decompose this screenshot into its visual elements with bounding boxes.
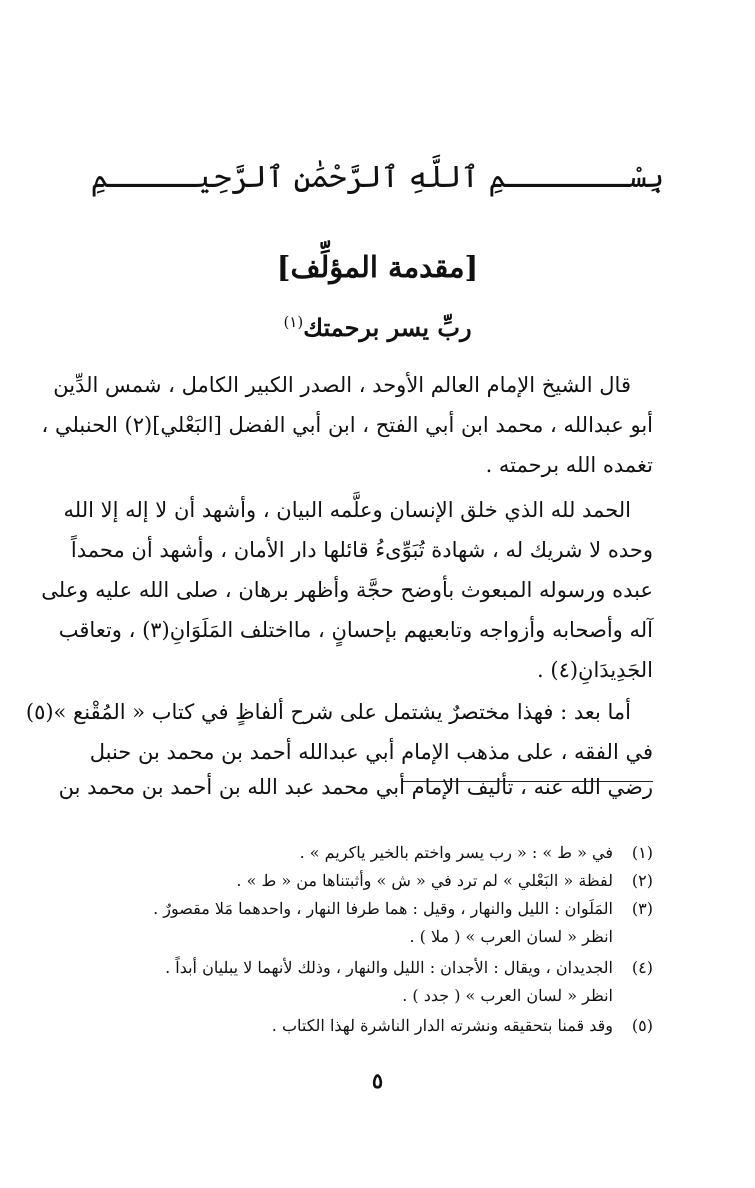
body-line: قال الشيخ الإمام العالم الأوحد ، الصدر الكبير الكامل ، شمس الدِّين — [53, 373, 631, 397]
footnote-text: في « ط » : « رب يسر واختم بالخير ياكريم » . — [299, 843, 613, 862]
footnote-text: المَلَوان : الليل والنهار ، وقيل : هما طرفا النهار ، واحدهما مَلا مقصورٌ . — [153, 899, 613, 918]
page-number: ٥ — [371, 1068, 384, 1093]
footnote-text: لفظة « البَعْلي » لم ترد في « ش » وأثبتناها من « ط » . — [236, 871, 613, 890]
footnote-number: (٣) — [631, 899, 653, 918]
footnote — [105, 871, 653, 890]
body-line: عبده ورسوله المبعوث بأوضح حجَّة وأظهر برهان ، صلى الله عليه وعلى — [41, 578, 653, 602]
footnote-number: (١) — [631, 843, 653, 862]
footnote — [105, 843, 653, 862]
footnote-number: (٤) — [631, 958, 653, 977]
subtitle-text: ربِّ يسر برحمتك — [303, 313, 472, 342]
footnote — [105, 899, 653, 918]
body-line: في الفقه ، على مذهب الإمام أبي عبدالله أحمد بن محمد بن حنبل — [89, 740, 653, 764]
subtitle — [0, 313, 755, 342]
footnote-continuation: انظر « لسان العرب » ( ملا ) . — [409, 927, 613, 946]
footnote — [105, 958, 653, 977]
footnote-text: الجديدان ، ويقال : الأجدان : الليل والنهار ، وذلك لأنهما لا يبليان أبداً . — [165, 958, 613, 977]
body-line: رضي الله عنه ، تأليف الإمام أبي محمد عبد الله بن أحمد بن محمد بن — [58, 775, 653, 799]
body-line: أما بعد : فهذا مختصرٌ يشتمل على شرح ألفاظٍ في كتاب « المُقْنع »(٥) — [25, 700, 631, 724]
body-line: الحمد لله الذي خلق الإنسان وعلَّمه البيان ، وأشهد أن لا إله إلا الله — [63, 498, 631, 522]
footnote-continuation: انظر « لسان العرب » ( جدد ) . — [402, 986, 613, 1005]
footnote-text: وقد قمنا بتحقيقه ونشرته الدار الناشرة لهذا الكتاب . — [271, 1016, 613, 1035]
footnote-number: (٥) — [631, 1016, 653, 1035]
body-line: آله وأصحابه وأزواجه وتابعيهم بإحسانٍ ، مااختلف المَلَوَانِ(٣) ، وتعاقب — [58, 618, 653, 642]
footnote-ref: (١) — [283, 313, 304, 331]
footnote — [105, 1016, 653, 1035]
body-line: تغمده الله برحمته . — [485, 453, 653, 477]
body-line: أبو عبدالله ، محمد ابن أبي الفتح ، ابن أبي الفضل [البَعْلي](٢) الحنبلي ، — [41, 413, 653, 437]
body-line: وحده لا شريك له ، شهادة تُبَوِّىءُ قائلها دار الأمان ، وأشهد أن محمداً — [70, 538, 653, 562]
footnote-number: (٢) — [631, 871, 653, 890]
body-line: الجَدِيدَانِ(٤) . — [537, 658, 653, 682]
footnote-separator — [403, 781, 653, 782]
basmala-heading: بِسْـــــــمِ ٱللَّهِ ٱلرَّحْمَٰنِ ٱلرَّحِيـــــمِ — [90, 160, 665, 195]
page-title: [مقدمة المؤلِّف] — [276, 250, 479, 284]
